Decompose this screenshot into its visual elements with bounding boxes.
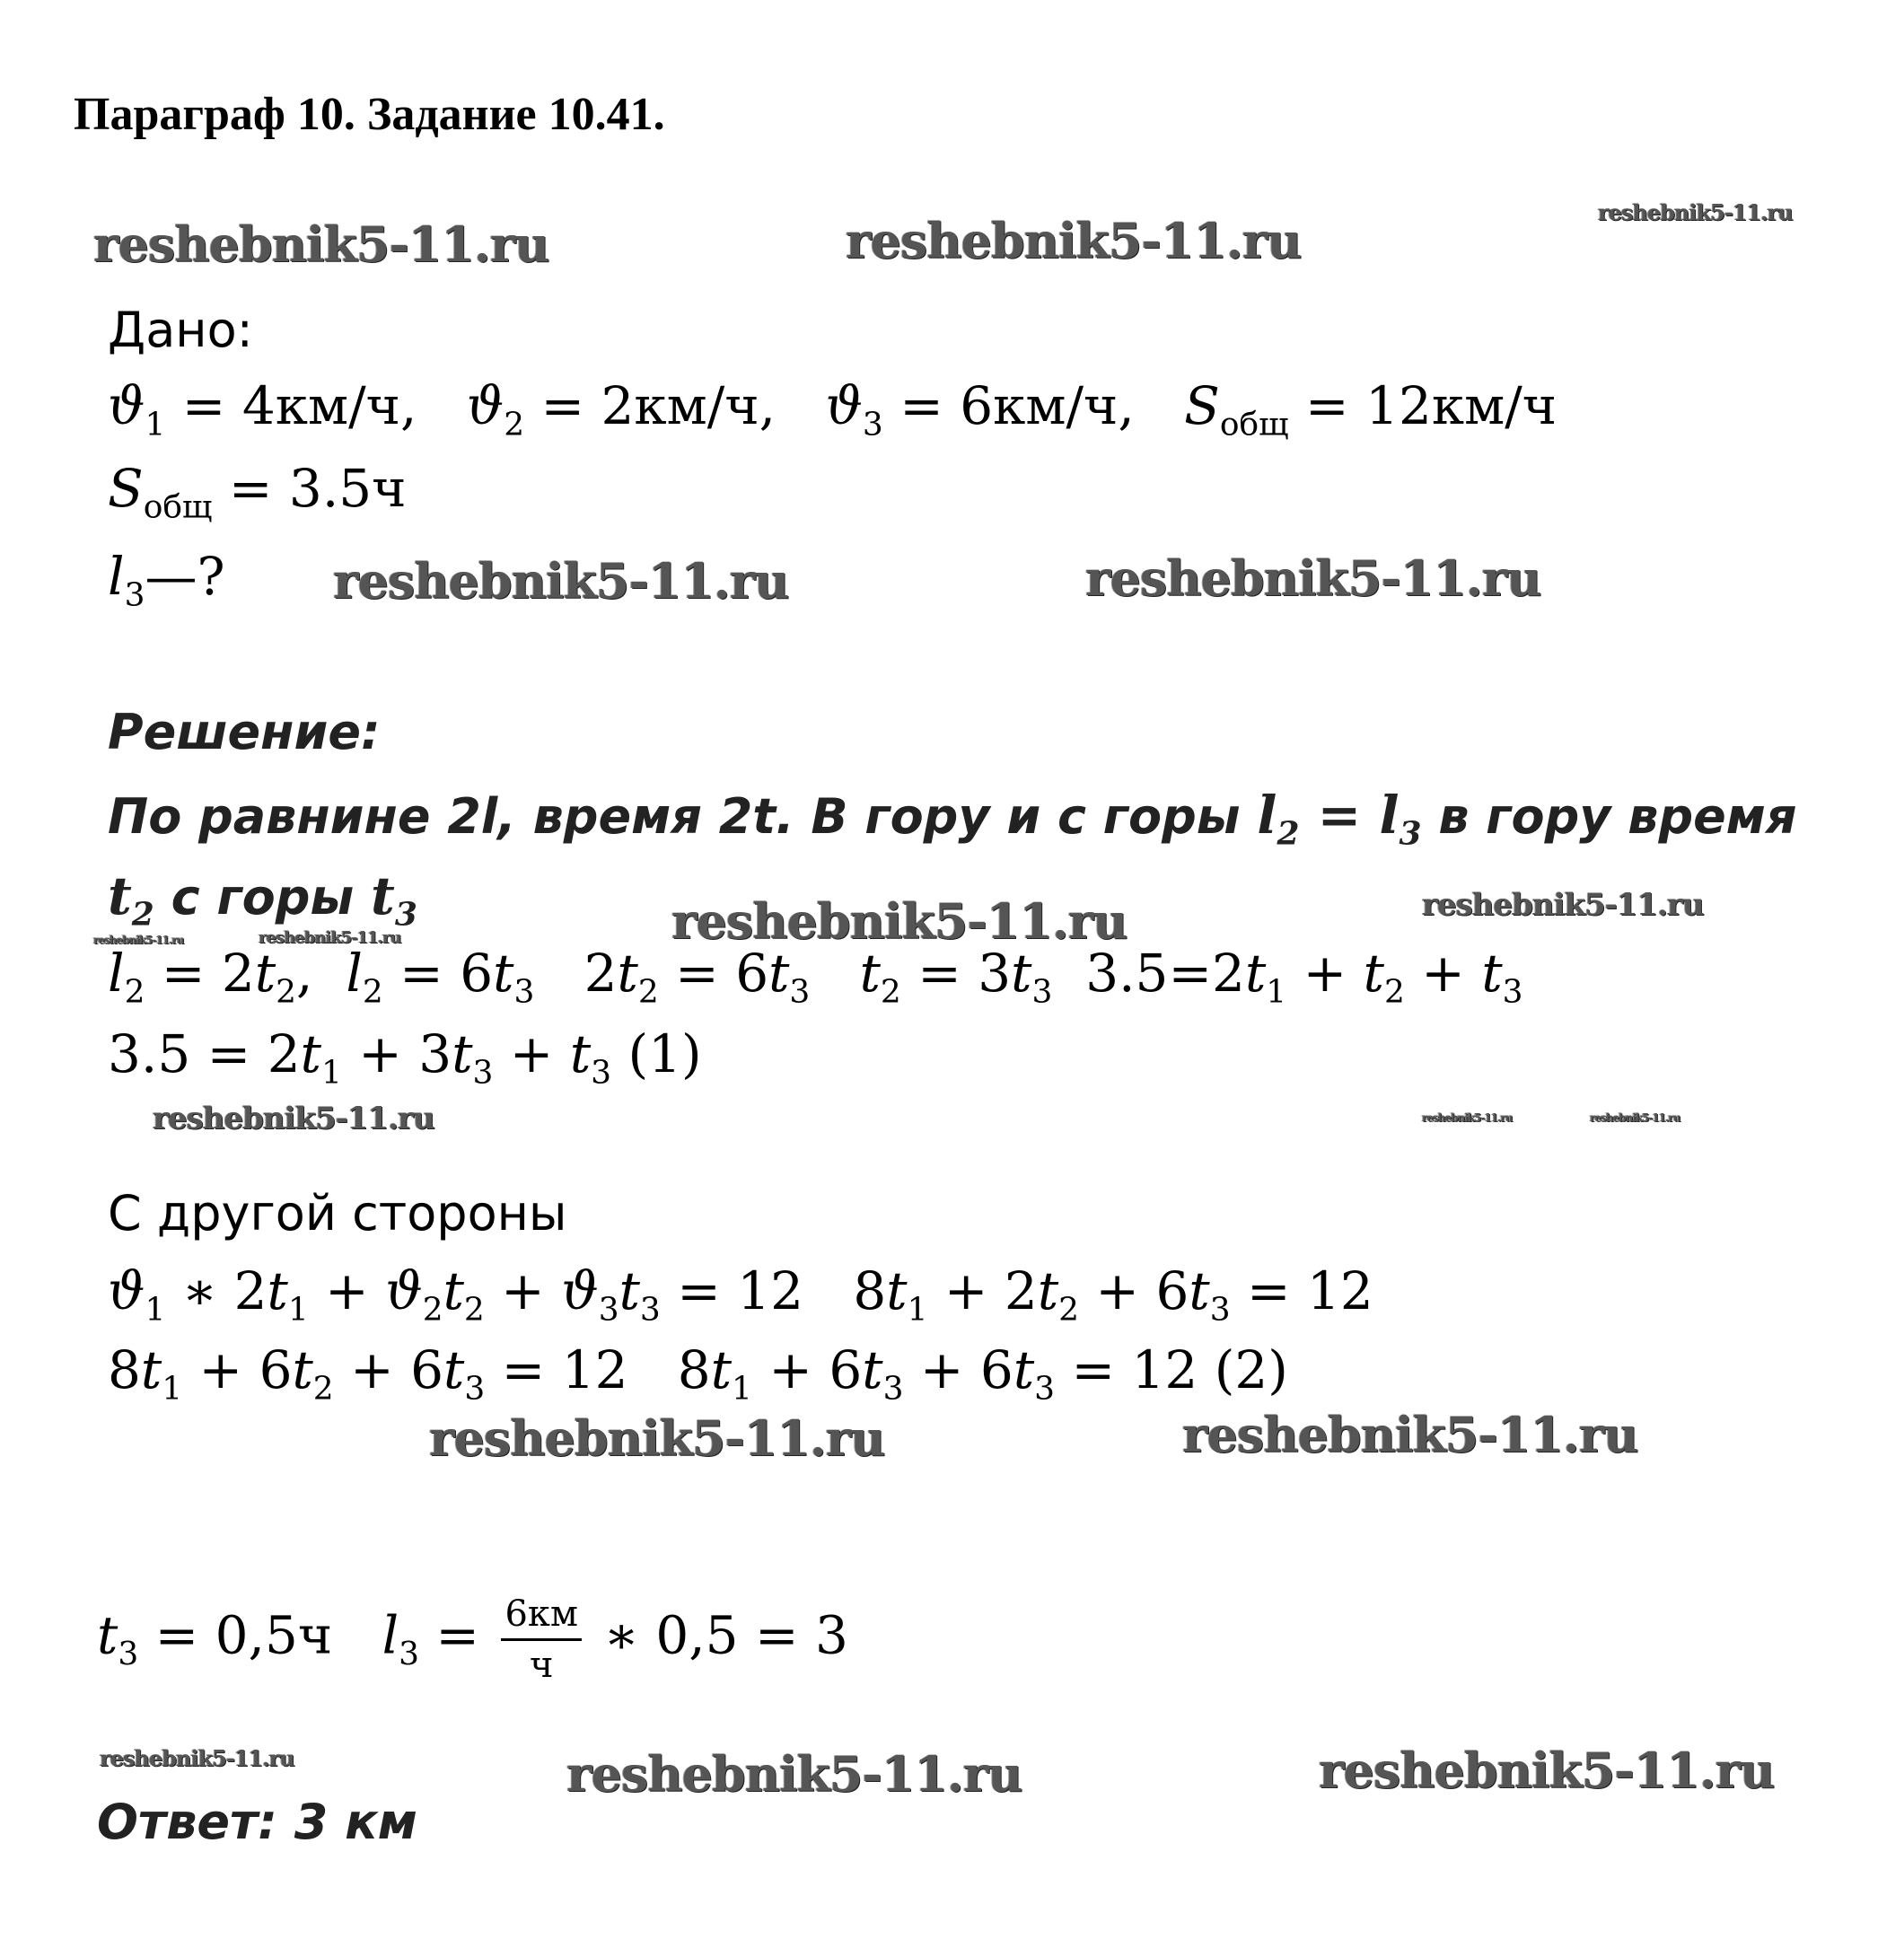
math-variable: t — [886, 1260, 908, 1321]
math-subscript: 1 — [145, 406, 166, 443]
math-subscript: 3 — [513, 973, 535, 1011]
math-text: = 6км/ч, — [882, 375, 1185, 436]
math-variable: ϑ — [385, 1260, 423, 1321]
math-text: ∗ 2 — [165, 1260, 268, 1321]
math-variable: t — [452, 1023, 473, 1084]
math-text: = 6 — [382, 943, 494, 1004]
math-subscript: 2 — [1383, 973, 1405, 1011]
math-subscript: 1 — [162, 1370, 183, 1408]
solution-text-math — [1257, 785, 1422, 853]
math-variable: ϑ — [108, 375, 145, 436]
equation-line — [108, 1023, 702, 1092]
math-variable: t — [300, 1023, 321, 1084]
math-text: + 6 — [333, 1339, 444, 1400]
result-tail: ∗ 0,5 = 3 — [587, 1604, 848, 1666]
math-subscript: 2 — [312, 1370, 334, 1408]
math-text: = 3 — [900, 943, 1012, 1004]
math-subscript: 3 — [882, 1370, 904, 1408]
answer: Ответ: 3 км — [97, 1794, 417, 1850]
math-variable: t — [371, 865, 395, 926]
math-variable: t — [140, 1339, 162, 1400]
math-variable: S — [1184, 375, 1220, 436]
math-variable: t — [443, 1260, 464, 1321]
math-variable: l — [108, 943, 125, 1004]
math-subscript: 2 — [504, 406, 525, 443]
watermark: reshebnik5-11.ru — [333, 552, 789, 610]
math-subscript: 2 — [131, 895, 154, 934]
watermark: reshebnik5-11.ru — [93, 934, 184, 946]
math-variable: l — [346, 943, 363, 1004]
watermark: reshebnik5-11.ru — [1422, 1111, 1513, 1124]
math-text: = 2 — [145, 943, 255, 1004]
math-subscript: 1 — [732, 1370, 752, 1408]
math-text: = — [1299, 785, 1380, 846]
math-subscript: 3 — [394, 895, 417, 934]
fraction-numerator: 6км — [501, 1593, 582, 1641]
solution-line2-math — [108, 865, 154, 934]
math-variable: t — [862, 1339, 883, 1400]
math-variable: l — [1379, 785, 1399, 846]
fraction-denominator: ч — [530, 1645, 554, 1686]
solution-line2-text: с горы — [154, 869, 372, 926]
other-side-label: С другой стороны — [108, 1185, 567, 1242]
math-subscript: 1 — [1266, 973, 1287, 1011]
math-text: = 12 (2) — [1055, 1339, 1288, 1400]
math-text: = 4км/ч, — [165, 375, 467, 436]
math-text: , — [296, 943, 347, 1004]
watermark: reshebnik5-11.ru — [1598, 199, 1793, 225]
watermark: reshebnik5-11.ru — [1422, 887, 1704, 923]
math-variable: t — [493, 943, 514, 1004]
math-text: = 3.5ч — [212, 458, 407, 519]
watermark: reshebnik5-11.ru — [153, 1101, 434, 1136]
math-variable: t — [710, 1339, 733, 1400]
math-subscript: 2 — [463, 1291, 485, 1329]
watermark: reshebnik5-11.ru — [1085, 549, 1541, 607]
solution-label: Решение: — [108, 704, 381, 760]
math-text: 3.5 = 2 — [108, 1023, 301, 1084]
watermark: reshebnik5-11.ru — [671, 892, 1127, 950]
given-label: Дано: — [108, 302, 253, 358]
math-variable: t — [1363, 943, 1384, 1004]
solution-text-start: По равнине 2l, время 2t. В гору и с горы — [108, 788, 1241, 845]
t3-var: t — [97, 1604, 118, 1666]
equation-line — [108, 943, 1523, 1011]
math-variable: ϑ — [108, 1260, 145, 1321]
equation-line — [108, 1339, 1288, 1408]
math-text: 2 — [534, 943, 618, 1004]
given-line — [108, 375, 1557, 443]
l3-sub: 3 — [399, 1636, 419, 1673]
math-text: + 6 — [751, 1339, 863, 1400]
math-text: + — [484, 1260, 562, 1321]
math-variable: t — [617, 943, 638, 1004]
math-variable: S — [108, 458, 144, 519]
math-text: + — [493, 1023, 570, 1084]
l3-var: l — [382, 1604, 399, 1666]
math-text: + 6 — [182, 1339, 293, 1400]
math-text: + 6 — [1079, 1260, 1189, 1321]
math-subscript: 1 — [287, 1291, 309, 1329]
math-subscript: общ — [143, 488, 213, 526]
math-text: = 12 8 — [660, 1260, 887, 1321]
math-variable: l — [108, 546, 125, 607]
math-text: + 6 — [903, 1339, 1013, 1400]
watermark: reshebnik5-11.ru — [93, 215, 549, 273]
math-text: = 12км/ч — [1288, 375, 1557, 436]
watermark: reshebnik5-11.ru — [429, 1409, 885, 1467]
math-text: —? — [145, 546, 225, 607]
solution-text-tail: в гору время — [1421, 788, 1797, 845]
math-variable: t — [443, 1339, 465, 1400]
math-variable: t — [1013, 1339, 1035, 1400]
given-line — [108, 458, 407, 526]
watermark: reshebnik5-11.ru — [846, 212, 1302, 269]
solution-line-2 — [108, 865, 417, 934]
math-subscript: 1 — [907, 1291, 928, 1329]
math-subscript: 2 — [1058, 1291, 1079, 1329]
t3-sub: 3 — [118, 1636, 139, 1673]
math-subscript: 3 — [598, 1291, 619, 1329]
math-variable: ϑ — [825, 375, 863, 436]
math-variable: ϑ — [466, 375, 505, 436]
math-subscript: 2 — [124, 973, 145, 1011]
watermark: reshebnik5-11.ru — [100, 1745, 294, 1771]
math-variable: t — [569, 1023, 592, 1084]
math-text: 8 — [108, 1339, 141, 1400]
math-subscript: 2 — [1277, 814, 1300, 853]
math-variable: l — [1257, 785, 1277, 846]
math-text: + 3 — [341, 1023, 452, 1084]
math-subscript: 3 — [591, 1054, 612, 1092]
math-subscript: 3 — [1209, 1291, 1231, 1329]
math-text: = 6 — [658, 943, 769, 1004]
math-subscript: 3 — [789, 973, 811, 1011]
page-title: Параграф 10. Задание 10.41. — [74, 89, 665, 140]
math-text: + — [308, 1260, 386, 1321]
math-subscript: 3 — [1502, 973, 1523, 1011]
math-subscript: 2 — [637, 973, 659, 1011]
math-subscript: 2 — [362, 973, 383, 1011]
fraction — [501, 1593, 582, 1686]
math-variable: t — [267, 1260, 288, 1321]
math-subscript: 2 — [422, 1291, 443, 1329]
watermark: reshebnik5-11.ru — [1590, 1111, 1680, 1124]
math-variable: t — [1481, 943, 1503, 1004]
math-subscript: 3 — [464, 1370, 486, 1408]
math-variable: t — [1037, 1260, 1059, 1321]
given-line — [108, 546, 225, 614]
math-text: (1) — [611, 1023, 702, 1084]
math-text: = 12 8 — [485, 1339, 711, 1400]
math-subscript: 3 — [1031, 973, 1053, 1011]
solution-line2-math-b — [371, 865, 417, 934]
math-text — [810, 943, 859, 1004]
equation-line — [108, 1260, 1373, 1329]
math-subscript: 3 — [1034, 1370, 1056, 1408]
math-variable: ϑ — [561, 1260, 599, 1321]
solution-text — [108, 785, 1797, 853]
math-text: = 2км/ч, — [524, 375, 826, 436]
result-line — [97, 1593, 848, 1686]
math-subscript: 3 — [862, 406, 883, 443]
math-subscript: 3 — [639, 1291, 661, 1329]
math-text: = 12 — [1230, 1260, 1373, 1321]
math-variable: t — [254, 943, 276, 1004]
math-subscript: 2 — [276, 973, 296, 1011]
math-subscript: 3 — [124, 576, 145, 614]
math-subscript: 1 — [320, 1054, 342, 1092]
equals: = — [419, 1604, 496, 1666]
math-variable: t — [859, 943, 881, 1004]
math-subscript: 3 — [472, 1054, 494, 1092]
watermark: reshebnik5-11.ru — [259, 928, 401, 947]
math-subscript: общ — [1219, 406, 1289, 443]
watermark: reshebnik5-11.ru — [1182, 1406, 1638, 1463]
math-variable: t — [108, 865, 132, 926]
math-subscript: 2 — [880, 973, 901, 1011]
math-subscript: 1 — [145, 1291, 166, 1329]
math-variable: t — [1011, 943, 1032, 1004]
math-variable: t — [619, 1260, 640, 1321]
math-variable: t — [292, 1339, 313, 1400]
math-variable: t — [1244, 943, 1267, 1004]
math-variable: t — [1189, 1260, 1210, 1321]
math-text: + — [1286, 943, 1364, 1004]
watermark: reshebnik5-11.ru — [1319, 1742, 1775, 1799]
math-text: + — [1404, 943, 1482, 1004]
math-variable: t — [768, 943, 790, 1004]
watermark: reshebnik5-11.ru — [566, 1745, 1022, 1803]
math-text: 3.5=2 — [1052, 943, 1245, 1004]
t3-value: = 0,5ч — [138, 1604, 382, 1666]
math-subscript: 3 — [1399, 814, 1422, 853]
math-text: + 2 — [927, 1260, 1038, 1321]
